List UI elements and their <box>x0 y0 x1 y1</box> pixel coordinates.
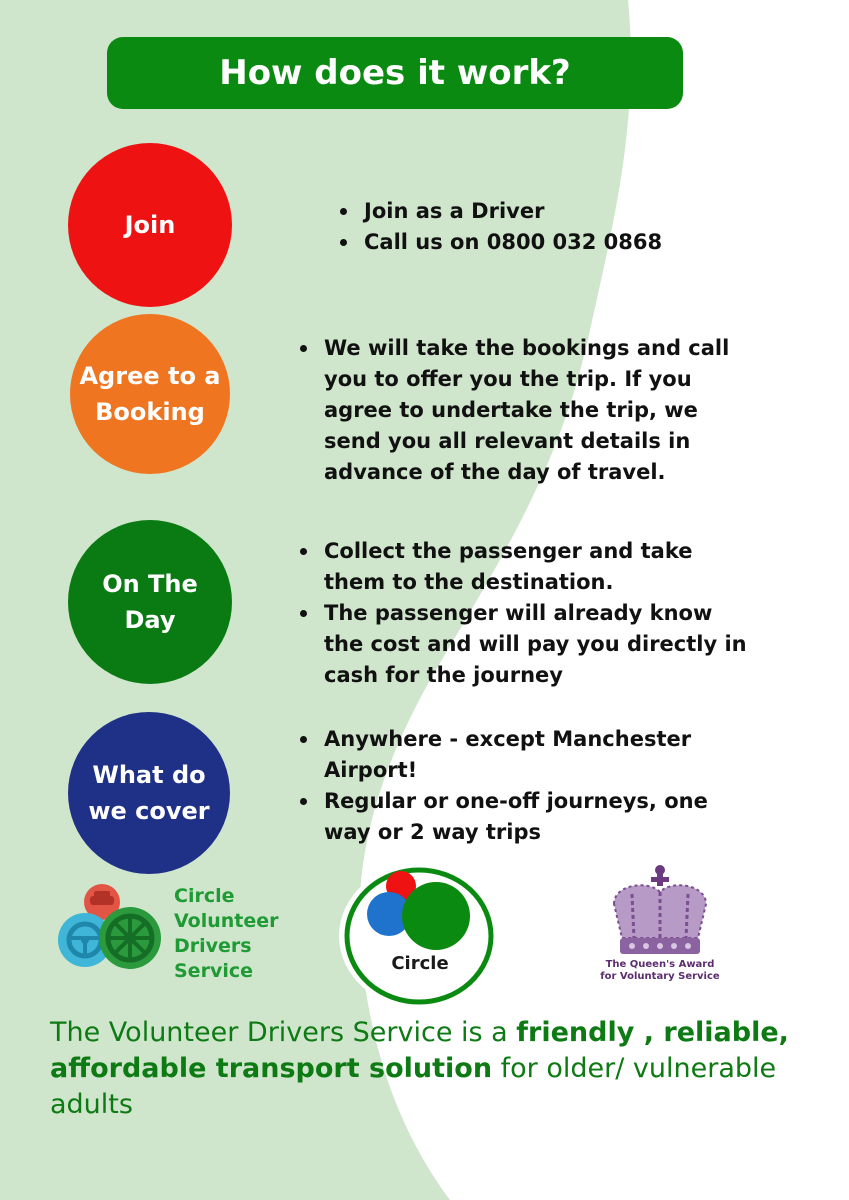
footer-text-part2: for older/ vulnerable adults <box>50 1053 777 1120</box>
footer-text-bold: friendly , reliable, affordable transport solution <box>50 1017 789 1084</box>
list-item: Anywhere - except Manchester Airport! <box>300 724 750 786</box>
step-join-title: Join <box>124 211 176 239</box>
page-title: How does it work? <box>219 53 571 93</box>
step-cover-title-line1: What do <box>92 761 206 789</box>
step-day-list <box>300 536 750 691</box>
circle-logo-icon <box>337 862 501 1010</box>
step-day-title-line1: On The <box>102 570 198 598</box>
footer-text-part1: The Volunteer Drivers Service is a <box>50 1017 517 1048</box>
cvds-logo-line: Circle <box>174 885 235 907</box>
list-item: We will take the bookings and call you to offer you the trip. If you agree to undertake the trip, we send you all relevant details in advance of the day of travel. <box>300 333 750 488</box>
cvds-logo-line: Drivers <box>174 935 252 957</box>
list-item: Join as a Driver <box>340 196 760 227</box>
cvds-logo-line: Service <box>174 960 253 982</box>
step-agree-title-line1: Agree to a <box>79 362 221 390</box>
step-join-list <box>340 196 760 258</box>
award-logo-line: for Voluntary Service <box>600 971 720 982</box>
circle-logo-label: Circle <box>391 953 449 974</box>
footer-statement <box>50 1015 820 1123</box>
step-agree-title-line2: Booking <box>95 398 205 426</box>
cvds-logo-line: Volunteer <box>174 910 279 932</box>
step-day-circle <box>68 520 232 684</box>
step-agree-circle <box>70 314 230 474</box>
crown-icon <box>604 864 716 960</box>
list-item: Call us on 0800 032 0868 <box>340 227 760 258</box>
list-item: Regular or one-off journeys, one way or 2 way trips <box>300 786 750 848</box>
award-logo-text <box>592 959 728 983</box>
list-item: Collect the passenger and take them to the destination. <box>300 536 750 598</box>
award-logo-line: The Queen's Award <box>605 959 715 970</box>
step-cover-title-line2: we cover <box>88 797 210 825</box>
step-cover-list <box>300 724 750 848</box>
cvds-logo-text <box>174 884 304 984</box>
page-title-banner <box>107 37 683 109</box>
step-cover-circle <box>68 712 230 874</box>
step-agree-list <box>300 333 750 488</box>
step-day-title-line2: Day <box>124 606 176 634</box>
step-join-circle <box>68 143 232 307</box>
list-item: The passenger will already know the cost and will pay you directly in cash for the journey <box>300 598 750 691</box>
